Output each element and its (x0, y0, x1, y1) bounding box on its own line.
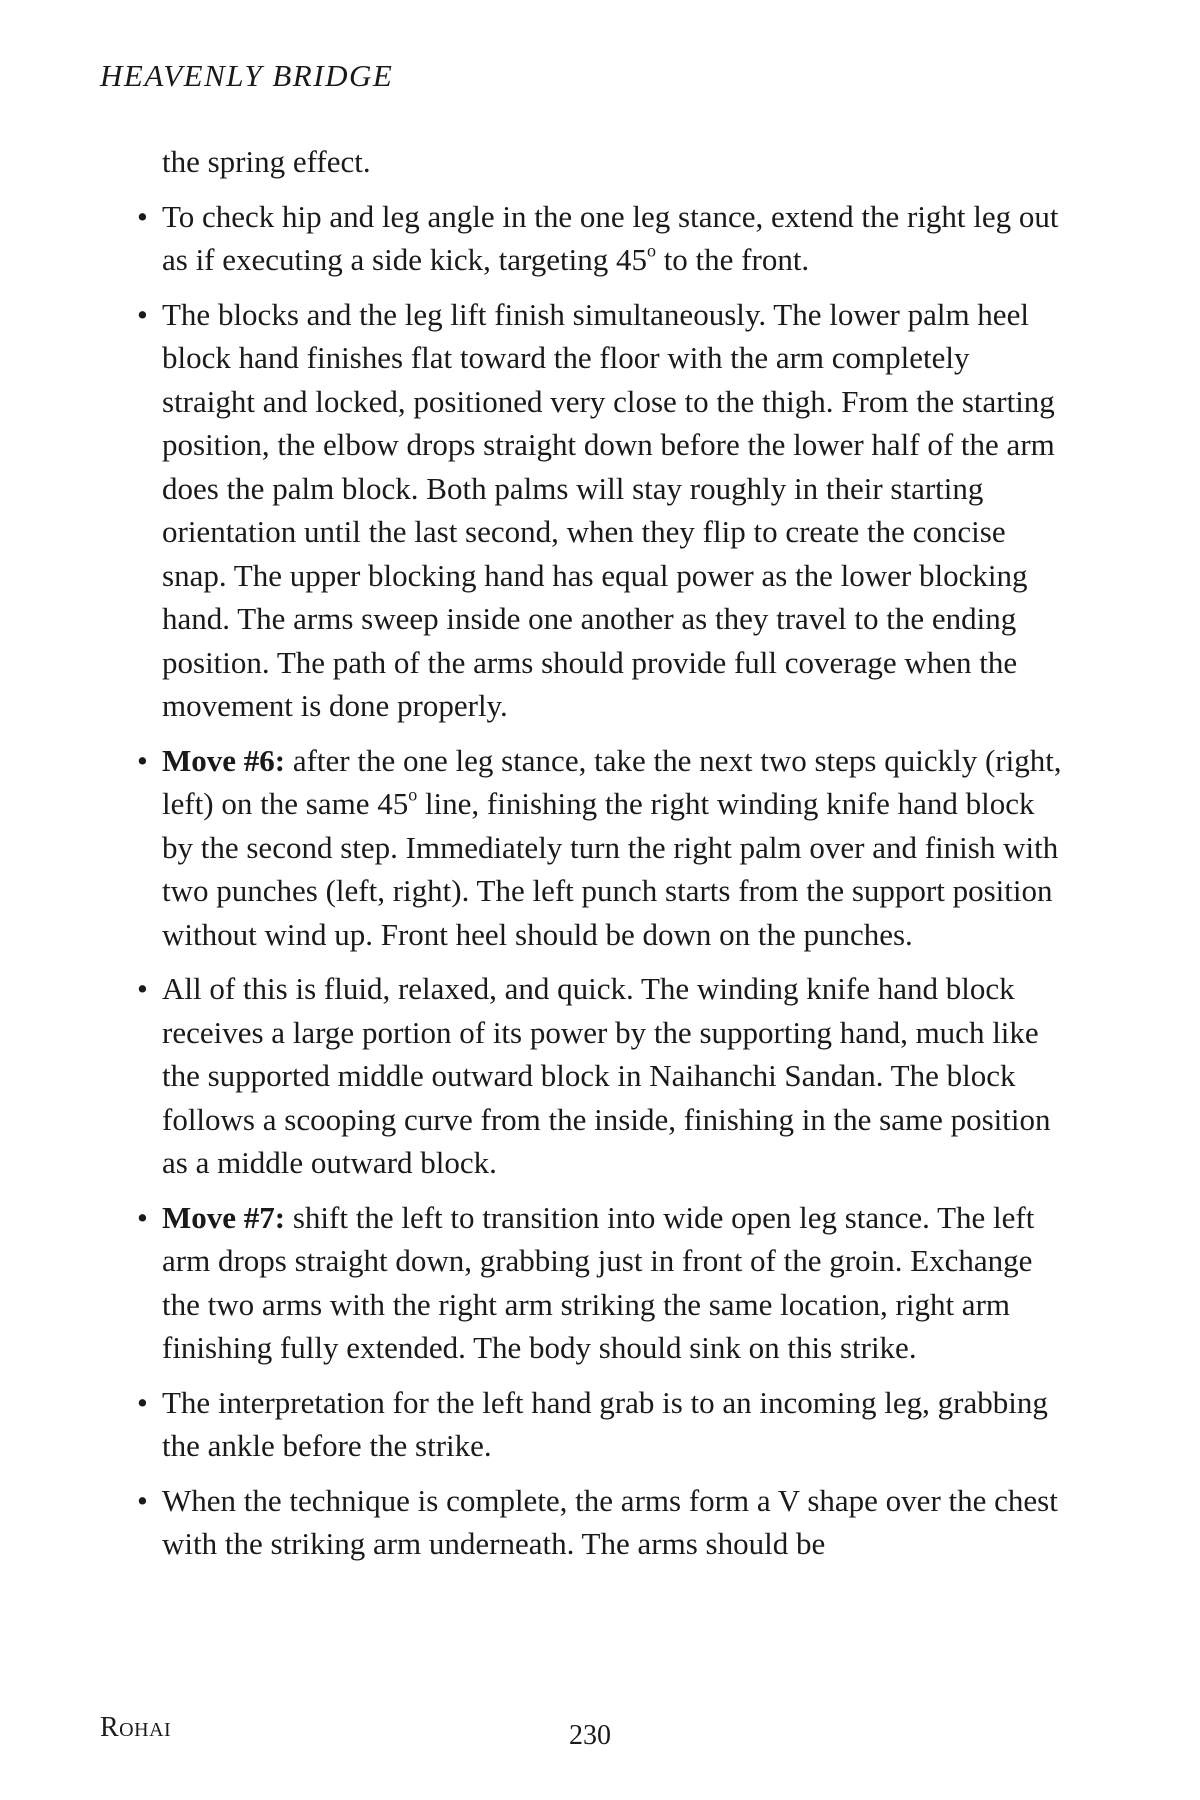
bullet-item-move-6 (137, 739, 1067, 957)
bullet-item-interpretation (137, 1381, 1067, 1468)
bullet-text: shift the left to transition into wide open leg stance. The left arm drops straight down, grabbing just in front of the groin. Exchange the two arms with the right arm striking the same location, right arm finishing fully extended. The body should sink on this strike. (162, 1199, 1035, 1365)
bullet-item-fluid (137, 967, 1067, 1185)
running-head-title: HEAVENLY BRIDGE (100, 58, 394, 93)
continuation-paragraph: the spring effect. (162, 144, 371, 179)
bullet-icon: • (137, 1384, 148, 1420)
bullet-text: All of this is fluid, relaxed, and quick. The winding knife hand block receives a large portion of its power by the supporting hand, much like the supported middle outward block in Naihanchi Sandan. The block follows a scooping curve from the inside, finishing in the same position as a middle outward block. (162, 971, 1051, 1180)
bullet-item-move-7 (137, 1196, 1067, 1370)
move-label: Move #7: (162, 1199, 286, 1235)
bullet-text: after the one leg stance, take the next two steps quickly (right, left) on the same 45 (162, 742, 1062, 821)
page-body (137, 140, 1067, 1577)
bullet-icon: • (137, 296, 148, 332)
bullet-text: The interpretation for the left hand grab is to an incoming leg, grabbing the ankle before the strike. (162, 1384, 1048, 1463)
bullet-text: The blocks and the leg lift finish simultaneously. The lower palm heel block hand finishes flat toward the floor with the arm completely straight and locked, positioned very close to the thigh. From the starting position, the elbow drops straight down before the lower half of the arm does the palm block. Both palms will stay roughly in their starting orientation until the last second, when they flip to create the concise snap. The upper blocking hand has equal power as the lower blocking hand. The arms sweep inside one another as they travel to the ending position. The path of the arms should provide full coverage when the movement is done properly. (162, 296, 1055, 723)
page-number: 230 (569, 1720, 611, 1751)
bullet-item-leg-angle (137, 195, 1067, 282)
move-label: Move #6: (162, 742, 286, 778)
bullet-icon: • (137, 198, 148, 234)
degree-superscript: o (408, 784, 418, 805)
bullet-icon: • (137, 1199, 148, 1235)
bullet-text: to the front. (655, 242, 810, 277)
bullet-icon: • (137, 742, 148, 778)
bullet-item-v-shape (137, 1479, 1067, 1566)
bullet-list (137, 195, 1067, 1566)
footer-chapter-name: Rohai (100, 1712, 172, 1743)
bullet-icon: • (137, 971, 148, 1006)
bullet-text: When the technique is complete, the arms form a V shape over the chest with the striking arm underneath. The arms should be (162, 1482, 1058, 1561)
bullet-text: To check hip and leg angle in the one leg stance, extend the right leg out as if executing a side kick, targeting 45 (162, 198, 1059, 277)
bullet-text: line, finishing the right winding knife hand block by the second step. Immediately turn the right palm over and finish with two punches (left, right). The left punch starts from the support position without wind up. Front heel should be down on the punches. (162, 786, 1059, 952)
bullet-icon: • (137, 1482, 148, 1518)
bullet-item-blocks (137, 293, 1067, 728)
degree-superscript: o (646, 240, 656, 261)
